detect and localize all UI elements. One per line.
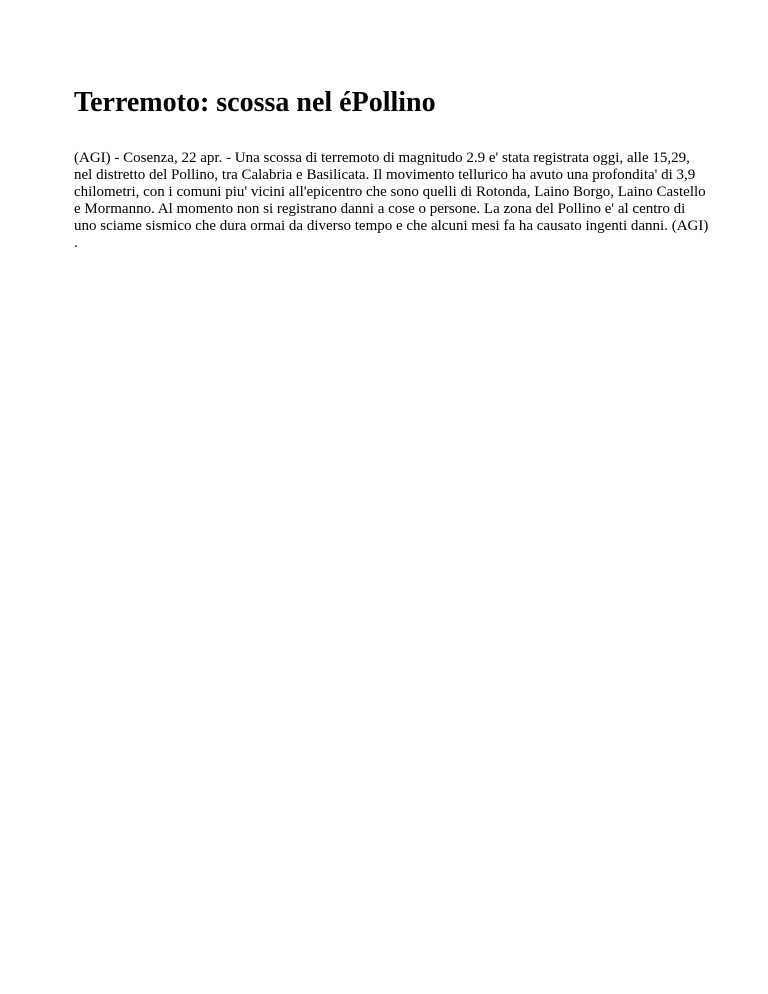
document-page xyxy=(74,0,710,252)
article-title: Terremoto: scossa nel éPollino xyxy=(74,87,436,118)
article-body: (AGI) - Cosenza, 22 apr. - Una scossa di terremoto di magnitudo 2.9 e' stata registrata oggi, alle 15,29, nel distretto del Pollino, tra Calabria e Basilicata. Il movimento tellurico ha avuto una profondita' di 3,9 chilometri, con i comuni piu' vicini all'epicentro che sono quelli di Rotonda, Laino Borgo, Laino Castello e Mormanno. Al momento non si registrano danni a cose o persone. La zona del Pollino e' al centro di uno sciame sismico che dura ormai da diverso tempo e che alcuni mesi fa ha causato ingenti danni. (AGI) . xyxy=(74,150,709,251)
